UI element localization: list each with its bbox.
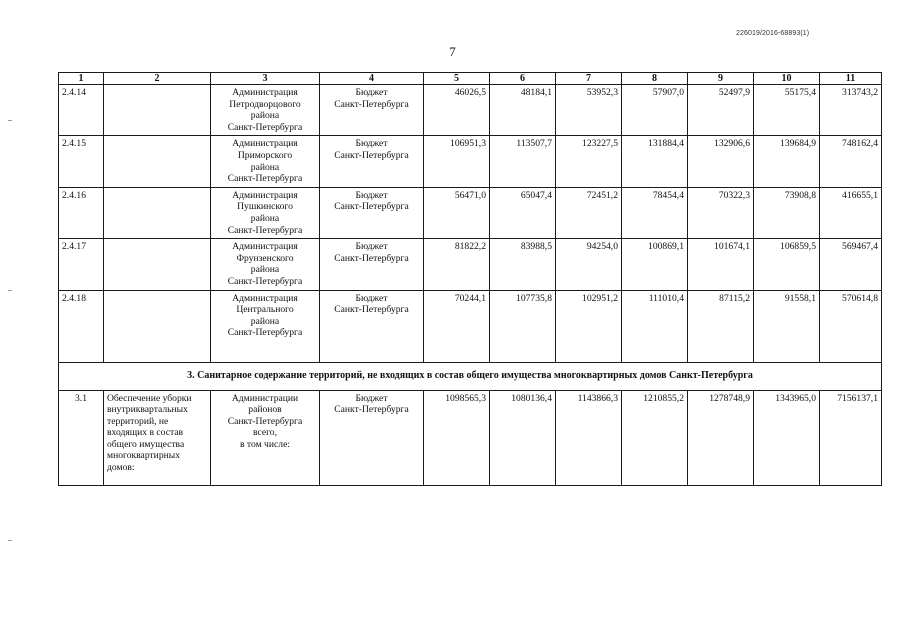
value-cell: 131884,4 [622,136,688,187]
value-cell: 1343965,0 [754,390,820,485]
source-line: Санкт-Петербурга [334,98,409,110]
value-cell: 55175,4 [754,85,820,136]
executor-line: Санкт-Петербурга [227,327,303,339]
row-source [320,187,424,238]
header-cell: 11 [820,73,882,85]
row-description [104,290,211,362]
value-cell: 94254,0 [556,239,622,290]
value-cell: 102951,2 [556,290,622,362]
header-cell: 7 [556,73,622,85]
table-row [59,85,882,136]
table-row [59,239,882,290]
value-cell: 52497,9 [688,85,754,136]
description-line: внутриквартальных [107,404,188,416]
table-row [59,390,882,485]
executor-line: Санкт-Петербурга [227,275,303,287]
margin-tick [8,540,12,541]
executor-line: района [250,264,280,276]
total-cell: 569467,4 [820,239,882,290]
value-cell: 91558,1 [754,290,820,362]
executor-line: Центрального [236,304,294,316]
description-line: входящих в состав [107,427,184,439]
executor-line: Администрация [232,241,298,253]
value-cell: 107735,8 [490,290,556,362]
section-title: 3. Санитарное содержание территорий, не входящих в состав общего имущества многоквартирных домов Санкт-Петербурга [59,362,882,390]
executor-line: Администрация [232,138,298,150]
value-cell: 87115,2 [688,290,754,362]
value-cell: 72451,2 [556,187,622,238]
row-code: 2.4.16 [59,187,104,238]
header-cell: 1 [59,73,104,85]
row-source [320,390,424,485]
value-cell: 70322,3 [688,187,754,238]
header-row [59,73,882,85]
source-line: Бюджет [355,241,388,253]
row-description [104,136,211,187]
row-executor [211,136,320,187]
value-cell: 53952,3 [556,85,622,136]
row-code: 2.4.18 [59,290,104,362]
value-cell: 111010,4 [622,290,688,362]
header-cell: 9 [688,73,754,85]
description-line: территорий, не [107,415,169,427]
total-cell: 570614,8 [820,290,882,362]
row-source [320,136,424,187]
value-cell: 48184,1 [490,85,556,136]
executor-line: Санкт-Петербурга [227,173,303,185]
value-cell: 132906,6 [688,136,754,187]
value-cell: 56471,0 [424,187,490,238]
row-source [320,290,424,362]
header-cell: 8 [622,73,688,85]
value-cell: 73908,8 [754,187,820,238]
source-line: Санкт-Петербурга [334,252,409,264]
value-cell: 81822,2 [424,239,490,290]
table-row [59,136,882,187]
executor-line: Администрация [232,292,298,304]
value-cell: 106951,3 [424,136,490,187]
header-cell: 5 [424,73,490,85]
executor-line: района [250,110,280,122]
value-cell: 78454,4 [622,187,688,238]
value-cell: 70244,1 [424,290,490,362]
value-cell: 65047,4 [490,187,556,238]
description-line: общего имущества [107,438,185,450]
value-cell: 106859,5 [754,239,820,290]
document-id: 226019/2016-68893(1) [736,30,810,37]
value-cell: 101674,1 [688,239,754,290]
executor-line: всего, [253,427,277,439]
row-executor [211,290,320,362]
executor-line: районов [248,404,282,416]
row-code: 2.4.15 [59,136,104,187]
value-cell: 1278748,9 [688,390,754,485]
source-line: Санкт-Петербурга [334,304,409,316]
value-cell: 1210855,2 [622,390,688,485]
value-cell: 57907,0 [622,85,688,136]
executor-line: Санкт-Петербурга [227,121,303,133]
budget-table [58,72,882,486]
total-cell: 748162,4 [820,136,882,187]
header-cell: 6 [490,73,556,85]
row-description [104,85,211,136]
table-row [59,187,882,238]
row-description [104,187,211,238]
table-row [59,290,882,362]
executor-line: района [250,161,280,173]
value-cell: 1143866,3 [556,390,622,485]
executor-line: Пушкинского [237,201,293,213]
value-cell: 83988,5 [490,239,556,290]
total-cell: 7156137,1 [820,390,882,485]
margin-tick [8,120,12,121]
row-executor [211,390,320,485]
source-line: Санкт-Петербурга [334,404,409,416]
row-code: 3.1 [59,390,104,485]
page-number: 7 [449,44,456,59]
executor-line: в том числе: [239,438,290,450]
row-source [320,239,424,290]
source-line: Бюджет [355,138,388,150]
source-line: Бюджет [355,292,388,304]
row-executor [211,239,320,290]
row-code: 2.4.17 [59,239,104,290]
row-executor [211,85,320,136]
executor-line: Санкт-Петербурга [227,224,303,236]
source-line: Бюджет [355,392,388,404]
executor-line: Петродворцового [229,98,301,110]
executor-line: Санкт-Петербурга [227,415,303,427]
executor-line: Администрации [231,392,299,404]
value-cell: 1098565,3 [424,390,490,485]
header-cell: 4 [320,73,424,85]
executor-line: Администрация [232,189,298,201]
total-cell: 313743,2 [820,85,882,136]
row-code: 2.4.14 [59,85,104,136]
value-cell: 113507,7 [490,136,556,187]
header-cell: 10 [754,73,820,85]
row-source [320,85,424,136]
description-line: многоквартирных [107,450,180,462]
row-description [104,239,211,290]
value-cell: 123227,5 [556,136,622,187]
margin-tick [8,290,12,291]
row-executor [211,187,320,238]
header-cell: 3 [211,73,320,85]
value-cell: 139684,9 [754,136,820,187]
executor-line: района [250,212,280,224]
header-cell: 2 [104,73,211,85]
section-row [59,362,882,390]
row-description [104,390,211,485]
description-line: домов: [107,462,135,474]
total-cell: 416655,1 [820,187,882,238]
source-line: Бюджет [355,87,388,98]
executor-line: района [250,315,280,327]
executor-line: Приморского [237,149,293,161]
source-line: Санкт-Петербурга [334,201,409,213]
value-cell: 1080136,4 [490,390,556,485]
description-line: Обеспечение уборки [107,392,192,404]
source-line: Санкт-Петербурга [334,149,409,161]
executor-line: Администрация [232,87,298,98]
value-cell: 100869,1 [622,239,688,290]
executor-line: Фрунзенского [236,252,294,264]
value-cell: 46026,5 [424,85,490,136]
source-line: Бюджет [355,189,388,201]
